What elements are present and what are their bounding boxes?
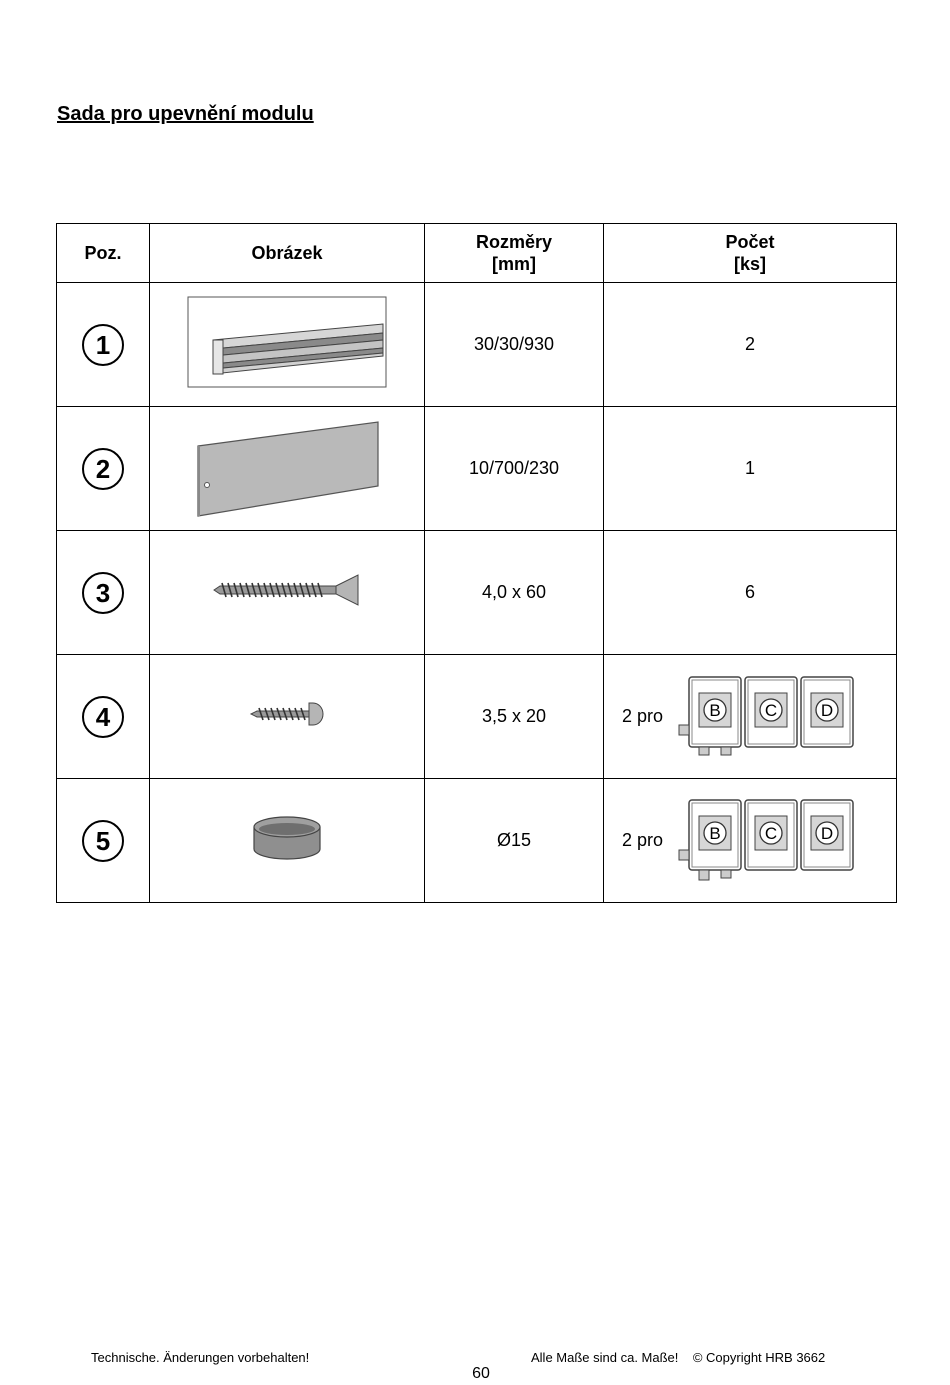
aluminum-profile-rail-icon bbox=[187, 296, 387, 388]
page-number: 60 bbox=[472, 1365, 490, 1382]
count-value: 1 bbox=[744, 458, 755, 478]
count-value: 2 pro bbox=[622, 830, 664, 850]
position-number: 1 bbox=[82, 324, 124, 366]
roundhead-screw-icon bbox=[249, 700, 325, 728]
junction-box-icon bbox=[745, 800, 797, 870]
dims-cell: Ø15 bbox=[425, 779, 604, 903]
junction-boxes-icon bbox=[677, 798, 861, 884]
header-dims bbox=[425, 224, 604, 283]
dims-cell: 3,5 x 20 bbox=[425, 655, 604, 779]
count-value: 6 bbox=[744, 582, 755, 602]
image-cell bbox=[150, 779, 425, 903]
header-image: Obrázek bbox=[150, 224, 425, 283]
footer-copyright: Alle Maße sind ca. Maße! © Copyright HRB 3662 bbox=[531, 1350, 826, 1365]
dims-cell: 10/700/230 bbox=[425, 407, 604, 531]
count-cell bbox=[604, 407, 897, 531]
box-label: C bbox=[764, 700, 778, 720]
box-label: C bbox=[764, 823, 778, 843]
header-dims-unit: [mm] bbox=[492, 254, 536, 274]
image-cell bbox=[150, 407, 425, 531]
header-count bbox=[604, 224, 897, 283]
countersunk-screw-icon bbox=[212, 573, 362, 607]
count-cell bbox=[604, 531, 897, 655]
table-row bbox=[57, 779, 897, 903]
count-cell bbox=[604, 655, 897, 779]
pos-cell bbox=[57, 283, 150, 407]
pos-cell bbox=[57, 407, 150, 531]
parts-table bbox=[56, 223, 897, 903]
junction-box-icon bbox=[801, 800, 853, 870]
junction-box-icon bbox=[679, 800, 741, 880]
table-row bbox=[57, 531, 897, 655]
box-label: D bbox=[820, 700, 834, 720]
junction-box-icon bbox=[801, 677, 853, 747]
box-label: B bbox=[709, 700, 721, 720]
header-dims-label: Rozměry bbox=[475, 232, 553, 252]
footer-disclaimer: Technische. Änderungen vorbehalten! bbox=[91, 1350, 310, 1365]
header-count-label: Počet bbox=[725, 232, 775, 252]
image-cell bbox=[150, 283, 425, 407]
header-pos: Poz. bbox=[57, 224, 150, 283]
count-cell bbox=[604, 283, 897, 407]
box-label: B bbox=[709, 823, 721, 843]
count-value: 2 pro bbox=[622, 706, 664, 726]
table-header-row bbox=[57, 224, 897, 283]
junction-boxes-icon bbox=[677, 675, 861, 759]
position-number: 5 bbox=[82, 820, 124, 862]
dims-cell: 4,0 x 60 bbox=[425, 531, 604, 655]
position-number: 4 bbox=[82, 696, 124, 738]
table-row bbox=[57, 283, 897, 407]
count-value: 2 bbox=[744, 334, 755, 354]
spacer-ring-icon bbox=[250, 813, 324, 863]
pos-cell bbox=[57, 779, 150, 903]
image-cell bbox=[150, 655, 425, 779]
pos-cell bbox=[57, 531, 150, 655]
table-row bbox=[57, 407, 897, 531]
junction-box-icon bbox=[679, 677, 741, 755]
position-number: 3 bbox=[82, 572, 124, 614]
mounting-plate-icon bbox=[192, 414, 382, 518]
box-label: D bbox=[820, 823, 834, 843]
junction-box-icon bbox=[745, 677, 797, 747]
dims-cell: 30/30/930 bbox=[425, 283, 604, 407]
table-row bbox=[57, 655, 897, 779]
image-cell bbox=[150, 531, 425, 655]
position-number: 2 bbox=[82, 448, 124, 490]
count-cell bbox=[604, 779, 897, 903]
header-count-unit: [ks] bbox=[733, 254, 766, 274]
pos-cell bbox=[57, 655, 150, 779]
page-title: Sada pro upevnění modulu bbox=[57, 103, 314, 125]
